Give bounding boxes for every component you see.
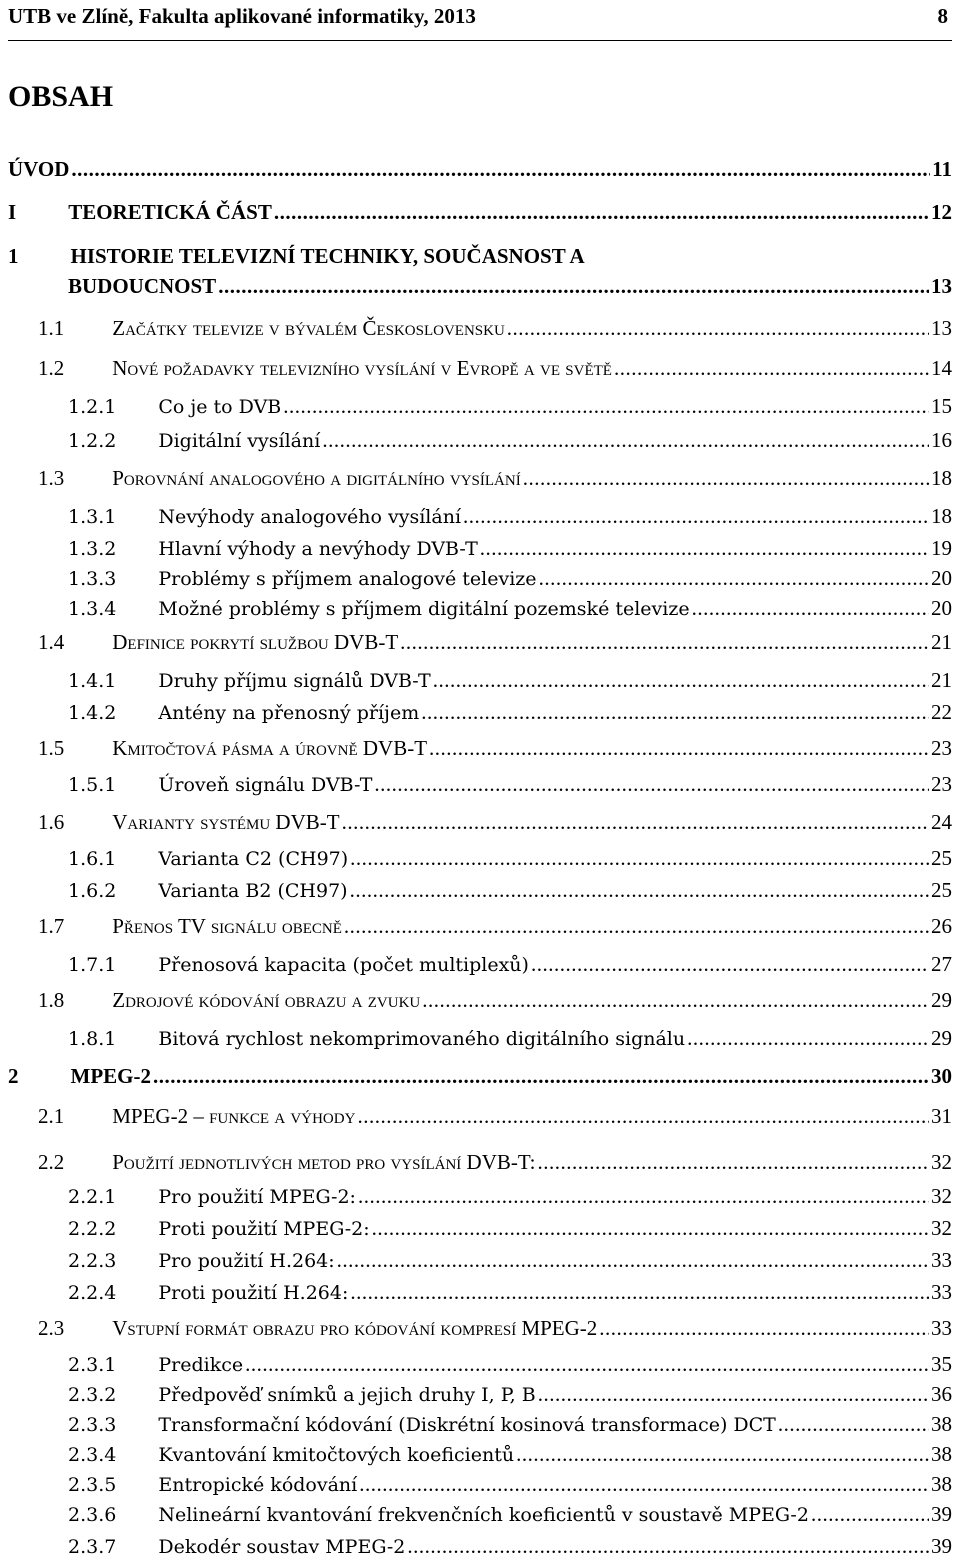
dot-leader xyxy=(516,1440,929,1468)
toc-entry-number: 1.8.1 xyxy=(68,1028,117,1050)
toc-entry-title: Nové požadavky televizního vysílání v Evropě a ve světě xyxy=(112,356,612,380)
toc-entry-page: 18 xyxy=(931,504,952,528)
toc-entry-number: 1.5 xyxy=(38,736,65,760)
toc-entry-number: 1.3.3 xyxy=(68,568,117,590)
toc-entry-page: 27 xyxy=(931,952,952,976)
toc-entry-number: 1.7 xyxy=(38,914,65,938)
dot-leader xyxy=(538,1380,929,1408)
dot-leader xyxy=(507,314,929,342)
toc-entry-page: 29 xyxy=(931,1026,952,1050)
toc-entry-page: 39 xyxy=(931,1534,952,1558)
dot-leader xyxy=(463,502,929,530)
toc-entry-page: 35 xyxy=(931,1352,952,1376)
toc-entry-title: Proti použití H.264: xyxy=(158,1282,349,1304)
dot-leader xyxy=(523,464,929,492)
toc-entry-page: 16 xyxy=(931,428,952,452)
toc-entry-number: I xyxy=(8,200,17,224)
dot-leader xyxy=(337,1246,929,1274)
toc-entry-title: TEORETICKÁ ČÁST xyxy=(68,200,272,224)
toc-entry[interactable] xyxy=(38,912,952,940)
toc-entry-title: Transformační kódování (Diskrétní kosinová transformace) DCT xyxy=(158,1414,776,1436)
toc-entry-page: 22 xyxy=(931,700,952,724)
toc-entry-title: Kvantování kmitočtových koeficientů xyxy=(158,1444,515,1466)
dot-leader xyxy=(342,808,929,836)
toc-entry-number: ÚVOD xyxy=(8,157,70,181)
toc-entry-page: 23 xyxy=(931,772,952,796)
toc-entry-number: 2.3.4 xyxy=(68,1444,117,1466)
dot-leader xyxy=(153,1062,929,1090)
dot-leader xyxy=(344,912,929,940)
toc-entry-title: Problémy s příjmem analogové televize xyxy=(158,568,537,590)
toc-entry[interactable] xyxy=(68,770,952,798)
toc-entry-number: 1.3.4 xyxy=(68,598,117,620)
toc-entry-number: 1.8 xyxy=(38,988,65,1012)
dot-leader xyxy=(614,354,929,382)
toc-entry-page: 13 xyxy=(931,274,952,298)
toc-entry-page: 13 xyxy=(931,316,952,340)
toc-entry-number: 2.2.1 xyxy=(68,1186,117,1208)
toc-entry-title: Pro použití H.264: xyxy=(158,1250,335,1272)
dot-leader xyxy=(372,1214,929,1242)
dot-leader xyxy=(692,594,929,622)
dot-leader xyxy=(283,392,929,420)
toc-entry[interactable] xyxy=(68,698,952,726)
toc-heading: OBSAH xyxy=(8,80,114,113)
toc-entry-number: 2.3.3 xyxy=(68,1414,117,1436)
dot-leader xyxy=(433,666,929,694)
toc-entry[interactable] xyxy=(68,1024,952,1052)
toc-entry-page: 12 xyxy=(931,200,952,224)
toc-entry[interactable] xyxy=(8,198,952,226)
toc-entry-title: MPEG-2 – funkce a výhody xyxy=(112,1104,356,1128)
toc-entry-title: BUDOUCNOST xyxy=(68,274,217,298)
toc-entry-number: 1.6 xyxy=(38,810,65,834)
toc-entry-title: Možné problémy s příjmem digitální pozemské televize xyxy=(158,598,690,620)
dot-leader xyxy=(359,1470,929,1498)
toc-entry[interactable] xyxy=(38,734,952,762)
toc-entry[interactable] xyxy=(38,986,952,1014)
toc-entry[interactable] xyxy=(38,354,952,382)
toc-entry-title: Varianta C2 (CH97) xyxy=(158,848,349,870)
toc-entry[interactable] xyxy=(68,1500,952,1528)
toc-entry-number: 2.3.7 xyxy=(68,1536,117,1558)
toc-entry[interactable] xyxy=(68,502,952,530)
dot-leader xyxy=(322,426,929,454)
toc-entry-page: 33 xyxy=(931,1316,952,1340)
dot-leader xyxy=(350,1278,929,1306)
toc-entry-page: 32 xyxy=(931,1150,952,1174)
toc-entry[interactable] xyxy=(68,426,952,454)
toc-entry-title: Varianty systému DVB-T xyxy=(112,810,340,834)
toc-entry-number: 1.6.2 xyxy=(68,880,117,902)
toc-entry[interactable] xyxy=(8,242,952,270)
toc-entry-title: Bitová rychlost nekomprimovaného digitálního signálu xyxy=(158,1028,686,1050)
toc-entry-title: Digitální vysílání xyxy=(158,430,321,452)
toc-entry[interactable] xyxy=(8,155,952,183)
toc-entry-number: 1.2.1 xyxy=(68,396,117,418)
toc-entry-page: 38 xyxy=(931,1412,952,1436)
toc-entry-page: 19 xyxy=(931,536,952,560)
toc-entry-page: 20 xyxy=(931,596,952,620)
toc-entry-page: 14 xyxy=(931,356,952,380)
toc-entry-title: Dekodér soustav MPEG-2 xyxy=(158,1536,406,1558)
toc-entry-number: 1.5.1 xyxy=(68,774,117,796)
toc-entry-title: Entropické kódování xyxy=(158,1474,358,1496)
toc-entry-page: 38 xyxy=(931,1442,952,1466)
dot-leader xyxy=(480,534,929,562)
toc-entry[interactable] xyxy=(68,666,952,694)
toc-entry-title: Přenos TV signálu obecně xyxy=(112,914,342,938)
toc-entry[interactable] xyxy=(68,1410,952,1438)
toc-entry-number: 1.3.1 xyxy=(68,506,117,528)
toc-entry-page: 21 xyxy=(931,630,952,654)
dot-leader xyxy=(350,844,929,872)
toc-entry[interactable] xyxy=(68,1278,952,1306)
dot-leader xyxy=(357,1102,929,1130)
toc-entry-number: 2.3.5 xyxy=(68,1474,117,1496)
toc-entry-number: 2.2.4 xyxy=(68,1282,117,1304)
toc-entry-title: Pro použití MPEG-2: xyxy=(158,1186,356,1208)
toc-entry-number: 1.6.1 xyxy=(68,848,117,870)
toc-entry-title: Začátky televize v bývalém Československu xyxy=(112,316,505,340)
toc-entry-number: 1.3.2 xyxy=(68,538,117,560)
toc-entry-number: 1.4.2 xyxy=(68,702,117,724)
dot-leader xyxy=(218,272,929,300)
toc-entry-page: 23 xyxy=(931,736,952,760)
dot-leader xyxy=(531,950,929,978)
toc-entry[interactable] xyxy=(68,1246,952,1274)
toc-entry-title: Antény na přenosný příjem xyxy=(158,702,420,724)
toc-entry[interactable] xyxy=(68,1440,952,1468)
toc-entry-page: 15 xyxy=(931,394,952,418)
toc-entry-page: 36 xyxy=(931,1382,952,1406)
toc-entry[interactable] xyxy=(68,564,952,592)
toc-entry-page: 29 xyxy=(931,988,952,1012)
toc-entry-number: 2.2.2 xyxy=(68,1218,117,1240)
dot-leader xyxy=(811,1500,929,1528)
toc-entry-number: 2.3.6 xyxy=(68,1504,117,1526)
toc-entry[interactable] xyxy=(8,272,952,300)
toc-entry[interactable] xyxy=(68,1182,952,1210)
toc-entry-title: Vstupní formát obrazu pro kódování kompresí MPEG-2 xyxy=(112,1316,598,1340)
toc-entry[interactable] xyxy=(38,1314,952,1342)
toc-entry-number: 2.1 xyxy=(38,1104,65,1128)
toc-entry[interactable] xyxy=(68,1470,952,1498)
dot-leader xyxy=(274,198,929,226)
toc-entry-number: 2 xyxy=(8,1064,19,1088)
toc-entry[interactable] xyxy=(38,808,952,836)
toc-entry-title: Zdrojové kódování obrazu a zvuku xyxy=(112,988,421,1012)
dot-leader xyxy=(350,876,929,904)
dot-leader xyxy=(599,1314,929,1342)
toc-entry-title: Co je to DVB xyxy=(158,396,282,418)
toc-entry-number: 1.2.2 xyxy=(68,430,117,452)
dot-leader xyxy=(422,986,929,1014)
toc-entry-page: 30 xyxy=(931,1064,952,1088)
toc-entry-number: 1.3 xyxy=(38,466,65,490)
toc-entry[interactable] xyxy=(38,628,952,656)
running-header xyxy=(8,0,952,41)
dot-leader xyxy=(538,1148,930,1176)
toc-entry[interactable] xyxy=(68,876,952,904)
toc-entry-page: 26 xyxy=(931,914,952,938)
toc-entry-page: 24 xyxy=(931,810,952,834)
toc-entry-page: 21 xyxy=(931,668,952,692)
dot-leader xyxy=(687,1024,929,1052)
dot-leader xyxy=(421,698,929,726)
toc-entry-number: 2.2.3 xyxy=(68,1250,117,1272)
toc-entry[interactable] xyxy=(68,1214,952,1242)
toc-entry-title: Druhy příjmu signálů DVB-T xyxy=(158,670,431,692)
toc-entry[interactable] xyxy=(68,1380,952,1408)
dot-leader xyxy=(374,770,929,798)
dot-leader xyxy=(358,1182,929,1210)
dot-leader xyxy=(778,1410,929,1438)
toc-entry-page: 25 xyxy=(931,878,952,902)
toc-entry-number: 1.4 xyxy=(38,630,65,654)
toc-entry[interactable] xyxy=(68,392,952,420)
dot-leader xyxy=(245,1350,929,1378)
toc-entry-page: 20 xyxy=(931,566,952,590)
toc-entry[interactable] xyxy=(38,1102,952,1130)
toc-entry[interactable] xyxy=(68,1350,952,1378)
toc-entry-number: 2.2 xyxy=(38,1150,65,1174)
toc-entry-page: 39 xyxy=(931,1502,952,1526)
toc-entry-title: Proti použití MPEG-2: xyxy=(158,1218,370,1240)
toc-entry[interactable] xyxy=(68,844,952,872)
toc-entry-title: Definice pokrytí službou DVB-T xyxy=(112,630,399,654)
toc-entry[interactable] xyxy=(38,314,952,342)
toc-entry-number: 2.3.2 xyxy=(68,1384,117,1406)
dot-leader xyxy=(429,734,929,762)
toc-entry[interactable] xyxy=(8,1062,952,1090)
toc-entry-page: 11 xyxy=(932,157,952,181)
toc-entry-title: HISTORIE TELEVIZNÍ TECHNIKY, SOUČASNOST A xyxy=(70,244,585,268)
toc-entry-title: Kmitočtová pásma a úrovně DVB-T xyxy=(112,736,428,760)
toc-entry-number: 1.7.1 xyxy=(68,954,117,976)
toc-entry[interactable] xyxy=(68,534,952,562)
toc-entry-page: 33 xyxy=(931,1280,952,1304)
toc-entry-page: 25 xyxy=(931,846,952,870)
toc-entry-page: 32 xyxy=(931,1184,952,1208)
toc-entry[interactable] xyxy=(68,594,952,622)
toc-entry-title: Úroveň signálu DVB-T xyxy=(158,774,373,796)
toc-entry-title: Nevýhody analogového vysílání xyxy=(158,506,462,528)
toc-entry-title: MPEG-2 xyxy=(70,1064,151,1088)
toc-entry-title: Porovnání analogového a digitálního vysílání xyxy=(112,466,521,490)
dot-leader xyxy=(71,155,930,183)
header-page-number: 8 xyxy=(937,4,948,28)
dot-leader xyxy=(400,628,929,656)
toc-entry-title: Přenosová kapacita (počet multiplexů) xyxy=(158,954,529,976)
toc-entry[interactable] xyxy=(68,950,952,978)
toc-entry-page: 33 xyxy=(931,1248,952,1272)
toc-entry[interactable] xyxy=(38,1148,952,1176)
toc-entry-title: Nelineární kvantování frekvenčních koeficientů v soustavě MPEG-2 xyxy=(158,1504,809,1526)
toc-entry-number: 2.3 xyxy=(38,1316,65,1340)
toc-entry-title: Předpověď snímků a jejich druhy I, P, B xyxy=(158,1384,536,1406)
toc-entry-number: 1.4.1 xyxy=(68,670,117,692)
toc-entry-number: 1 xyxy=(8,244,19,268)
header-title: UTB ve Zlíně, Fakulta aplikované informatiky, 2013 xyxy=(8,4,476,28)
toc-entry-page: 31 xyxy=(931,1104,952,1128)
toc-entry-page: 38 xyxy=(931,1472,952,1496)
toc-entry-number: 1.1 xyxy=(38,316,65,340)
toc-entry-title: Predikce xyxy=(158,1354,244,1376)
toc-entry-number: 1.2 xyxy=(38,356,65,380)
toc-entry-number: 2.3.1 xyxy=(68,1354,117,1376)
toc-entry-page: 18 xyxy=(931,466,952,490)
dot-leader xyxy=(539,564,929,592)
toc-entry-title: Varianta B2 (CH97) xyxy=(158,880,348,902)
toc-entry-page: 32 xyxy=(931,1216,952,1240)
toc-entry[interactable] xyxy=(38,464,952,492)
toc-entry-title: Použití jednotlivých metod pro vysílání DVB-T: xyxy=(112,1150,536,1174)
toc-entry-title: Hlavní výhody a nevýhody DVB-T xyxy=(158,538,478,560)
